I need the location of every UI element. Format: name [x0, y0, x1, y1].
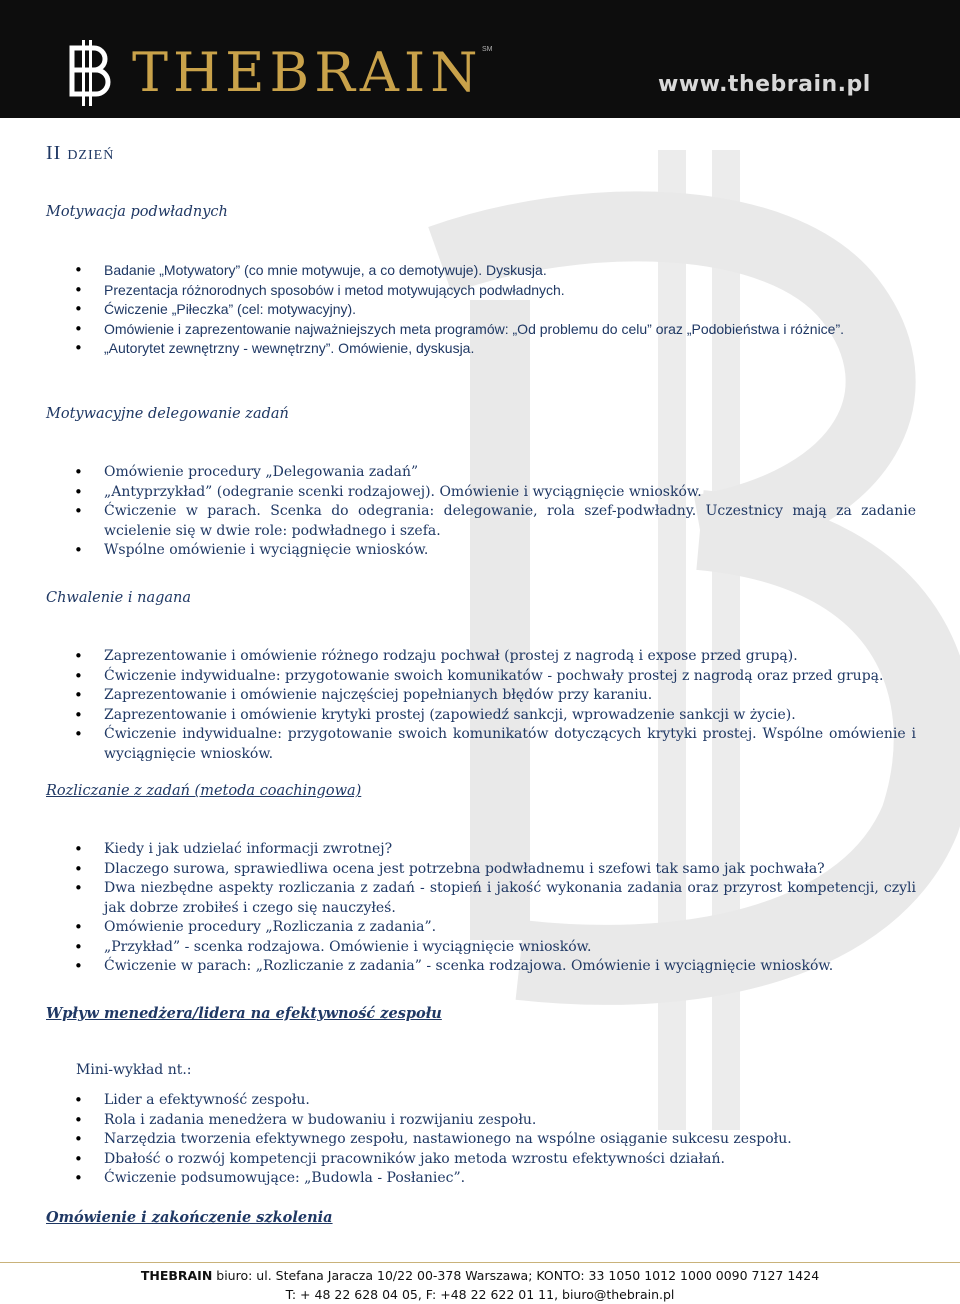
list-item: • Narzędzia tworzenia efektywnego zespołu, nastawionego na wspólne osiąganie sukcesu zespołu. — [46, 1130, 916, 1150]
list-item: • Dwa niezbędne aspekty rozliczania z zadań - stopień i jakość wykonania zadania oraz przyrost kompetencji, czyli jak dobrze zrobiłeś i czego się nauczyłeś. — [46, 879, 916, 918]
day-title: II dzień — [46, 142, 115, 164]
footer — [0, 1266, 960, 1304]
list-item: • Rola i zadania menedżera w budowaniu i rozwijaniu zespołu. — [46, 1111, 916, 1131]
section-title: Omówienie i zakończenie szkolenia — [46, 1209, 333, 1226]
section-title: Rozliczanie z zadań (metoda coachingowa) — [46, 783, 362, 799]
site-url[interactable]: www.thebrain.pl — [658, 72, 871, 97]
bullet-list — [46, 261, 916, 359]
list-item: • Dlaczego surowa, sprawiedliwa ocena jest potrzebna podwładnemu i szefowi tak samo jak pochwała? — [46, 860, 916, 880]
section-title: Motywacyjne delegowanie zadań — [46, 406, 289, 422]
service-mark: SM — [482, 46, 493, 53]
footer-company: THEBRAIN — [140, 1268, 213, 1283]
section-title: Wpływ menedżera/lidera na efektywność zespołu — [46, 1005, 442, 1022]
list-item: • Ćwiczenie indywidualne: przygotowanie swoich komunikatów - pochwały prostej z nagrodą oraz przed grupą. — [46, 667, 916, 687]
list-item: • Omówienie procedury „Delegowania zadań” — [46, 463, 916, 483]
bullet-list — [46, 647, 916, 764]
list-item: • Ćwiczenie indywidualne: przygotowanie swoich komunikatów dotyczących krytyki prostej. Wspólne omówienie i wyciągnięcie wniosków. — [46, 725, 916, 764]
list-item: • Wspólne omówienie i wyciągnięcie wniosków. — [46, 541, 916, 561]
list-item: • Ćwiczenie w parach. Scenka do odegrania: delegowanie, rola szef-podwładny. Uczestnicy mają za zadanie wcielenie się w dwie role: podwładnego i szefa. — [46, 502, 916, 541]
list-item: • Ćwiczenie podsumowujące: „Budowla - Posłaniec”. — [46, 1169, 916, 1189]
bullet-list — [46, 840, 916, 977]
list-item: • Ćwiczenie w parach: „Rozliczanie z zadania” - scenka rodzajowa. Omówienie i wyciągnięcie wniosków. — [46, 957, 916, 977]
list-item: • Badanie „Motywatory” (co mnie motywuje, a co demotywuje). Dyskusja. — [46, 261, 916, 281]
list-item: • „Autorytet zewnętrzny - wewnętrzny”. Omówienie, dyskusja. — [46, 339, 916, 359]
section-title: Chwalenie i nagana — [46, 590, 192, 606]
list-item: • Kiedy i jak udzielać informacji zwrotnej? — [46, 840, 916, 860]
bullet-list — [46, 1091, 916, 1189]
footer-line-2: T: + 48 22 628 04 05, F: +48 22 622 01 11, biuro@thebrain.pl — [285, 1287, 675, 1302]
list-item: • Omówienie i zaprezentowanie najważniejszych meta programów: „Od problemu do celu” oraz „Podobieństwa i różnice”. — [46, 320, 916, 340]
list-item: • Lider a efektywność zespołu. — [46, 1091, 916, 1111]
section-title: Motywacja podwładnych — [46, 204, 228, 220]
list-item: • Zaprezentowanie i omówienie krytyki prostej (zapowiedź sankcji, wprowadzenie sankcji w życie). — [46, 706, 916, 726]
list-item: • Zaprezentowanie i omówienie różnego rodzaju pochwał (prostej z nagrodą i expose przed grupą). — [46, 647, 916, 667]
brand-logo-text: THEBRAIN — [132, 41, 483, 104]
intro-text: Mini-wykład nt.: — [76, 1062, 192, 1078]
footer-divider — [0, 1262, 960, 1263]
list-item: • Dbałość o rozwój kompetencji pracowników jako metoda wzrostu efektywności działań. — [46, 1150, 916, 1170]
bullet-list — [46, 463, 916, 561]
list-item: • Ćwiczenie „Piłeczka” (cel: motywacyjny). — [46, 300, 916, 320]
footer-line-1 — [0, 1266, 960, 1285]
footer-address: biuro: ul. Stefana Jaracza 10/22 00-378 Warszawa; KONTO: 33 1050 1012 1000 0090 7127 1424 — [212, 1268, 820, 1283]
list-item: • Prezentacja różnorodnych sposobów i metod motywujących podwładnych. — [46, 281, 916, 301]
list-item: • „Przykład” - scenka rodzajowa. Omówienie i wyciągnięcie wniosków. — [46, 938, 916, 958]
list-item: • „Antyprzykład” (odegranie scenki rodzajowej). Omówienie i wyciągnięcie wniosków. — [46, 483, 916, 503]
list-item: • Zaprezentowanie i omówienie najczęściej popełnianych błędów przy karaniu. — [46, 686, 916, 706]
list-item: • Omówienie procedury „Rozliczania z zadania”. — [46, 918, 916, 938]
